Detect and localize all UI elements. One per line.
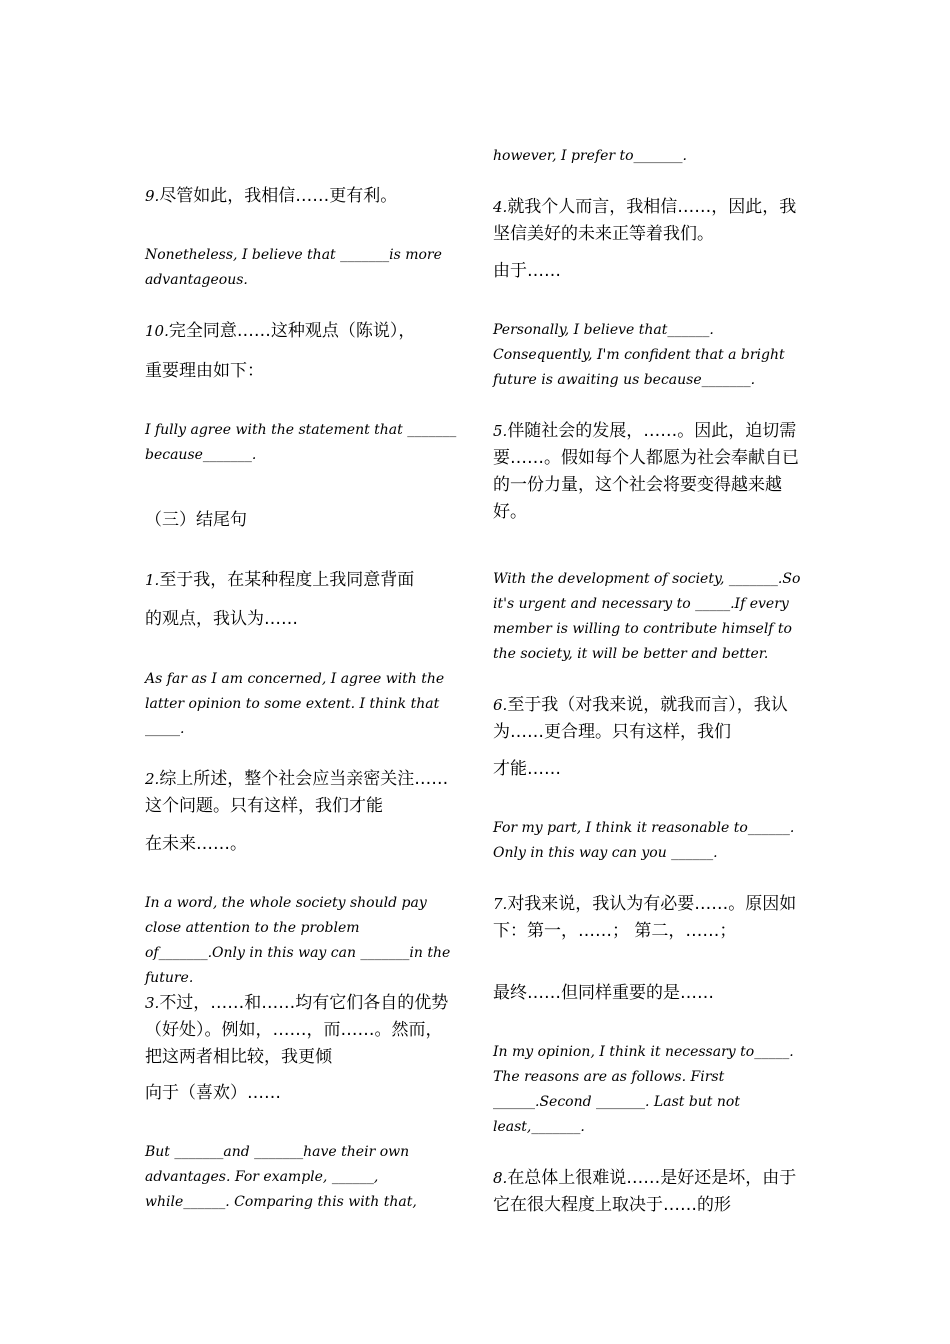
- item-10-english: I fully agree with the statement that _______ because_______.: [145, 422, 461, 463]
- item-text: 至于我（对我来说，就我而言），我认为……更合理。只有这样，我们: [493, 695, 788, 742]
- item-1-chinese: [145, 567, 457, 594]
- item-text: 对我来说，我认为有必要……。原因如下：第一，……； 第二，……；: [493, 894, 797, 941]
- item-number: 4.: [493, 198, 508, 216]
- item-3-chinese: [145, 990, 457, 1071]
- item-number: 1.: [145, 571, 160, 589]
- item-text: 至于我，在某种程度上我同意背面: [159, 570, 415, 590]
- item-1-chinese-line2: 的观点，我认为……: [145, 609, 298, 629]
- item-6-chinese: [493, 692, 805, 746]
- item-4-english: Personally, I believe that______. Consequently, I'm confident that a bright future is awaiting us because_______.: [493, 322, 790, 388]
- item-number: 10.: [145, 322, 169, 340]
- item-3-english: But _______and _______have their own advantages. For example, ______, while______. Comparing this with that,: [145, 1144, 417, 1210]
- item-7-chinese-line2: 最终……但同样重要的是……: [493, 983, 714, 1003]
- item-4-chinese: [493, 194, 805, 248]
- section-heading: （三）结尾句: [145, 510, 247, 530]
- item-6-english: For my part, I think it reasonable to______. Only in this way can you ______.: [493, 820, 799, 861]
- item-text: 就我个人而言，我相信……，因此，我坚信美好的未来正等着我们。: [493, 197, 797, 244]
- item-text: 综上所述，整个社会应当亲密关注……这个问题。只有这样，我们才能: [145, 769, 449, 816]
- item-3-chinese-line2: 向于（喜欢）……: [145, 1083, 281, 1103]
- item-1-english: As far as I am concerned, I agree with the latter opinion to some extent. I think that _____.: [145, 671, 449, 737]
- item-text: 完全同意……这种观点（陈说），: [168, 321, 416, 341]
- item-2-chinese: [145, 766, 457, 820]
- item-9-chinese: [145, 183, 457, 210]
- continued-english: however, I prefer to_______.: [493, 148, 687, 164]
- item-8-chinese: [493, 1165, 805, 1219]
- item-text: 尽管如此，我相信……更有利。: [159, 186, 398, 206]
- item-4-chinese-line2: 由于……: [493, 261, 561, 281]
- item-7-chinese: [493, 891, 805, 945]
- item-text: 伴随社会的发展，……。因此，迫切需要……。假如每个人都愿为社会奉献自已的一份力量，这个社会将要变得越来越好。: [493, 421, 799, 522]
- item-number: 2.: [145, 770, 160, 788]
- item-number: 5.: [493, 422, 508, 440]
- item-2-english: In a word, the whole society should pay close attention to the problem of_______.Only in this way can _______in the future.: [145, 895, 455, 986]
- item-5-chinese: [493, 418, 805, 526]
- item-number: 3.: [145, 994, 160, 1012]
- item-number: 8.: [493, 1169, 508, 1187]
- item-7-english: In my opinion, I think it necessary to_____. The reasons are as follows. First ______.Second _______. Last but not least,_______.: [493, 1044, 799, 1135]
- item-10-chinese: [145, 318, 457, 345]
- item-text: 不过，……和……均有它们各自的优势（好处）。例如，……，而……。然而，把这两者相比较，我更倾: [145, 993, 449, 1067]
- item-9-english: Nonetheless, I believe that _______is more advantageous.: [145, 247, 447, 288]
- item-6-chinese-line2: 才能……: [493, 759, 561, 779]
- item-5-english: With the development of society, _______.So it's urgent and necessary to _____.If every member is willing to contribute himself to the society, it will be better and better.: [493, 571, 805, 662]
- item-number: 6.: [493, 696, 508, 714]
- item-number: 7.: [493, 895, 508, 913]
- item-number: 9.: [145, 187, 160, 205]
- item-2-chinese-line2: 在未来……。: [145, 834, 247, 854]
- item-text: 在总体上很难说……是好还是坏，由于它在很大程度上取决于……的形: [493, 1168, 797, 1215]
- item-10-chinese-line2: 重要理由如下：: [145, 361, 264, 381]
